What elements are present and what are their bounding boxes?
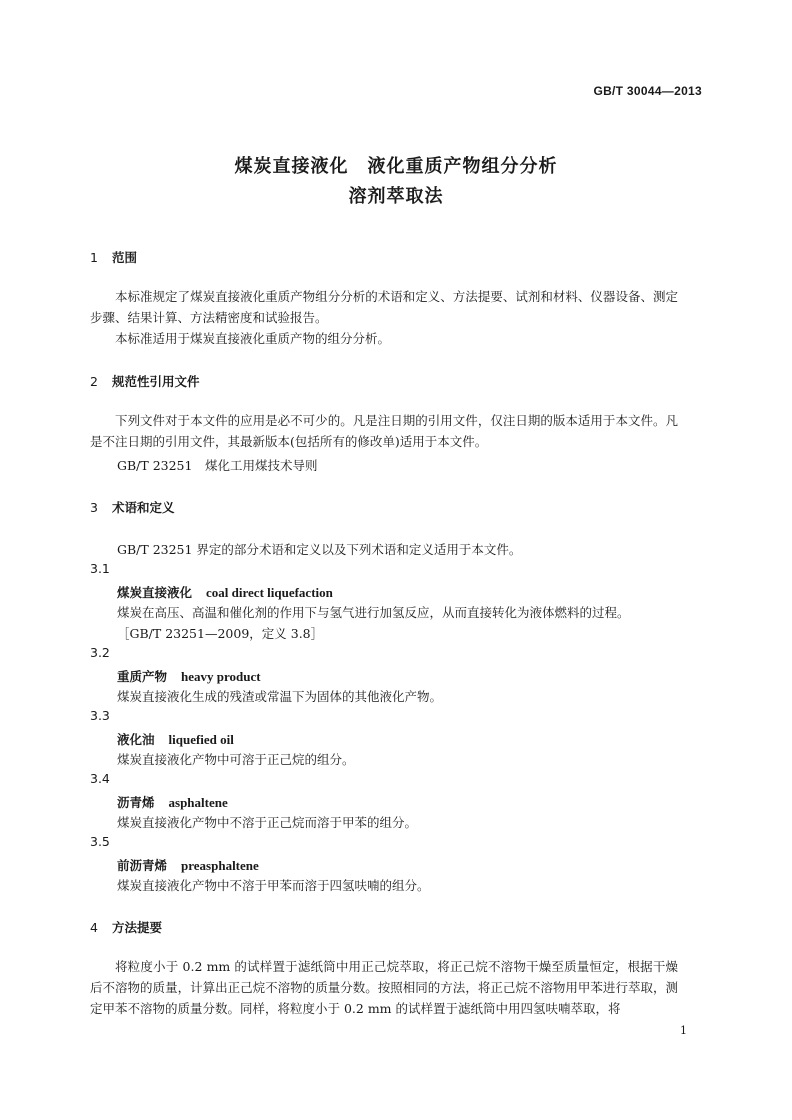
clause-number: 3.3 [90,708,110,723]
section-heading-normative-references [90,372,200,390]
term-source: ［GB/T 23251—2009，定义 3.8］ [117,626,324,641]
term-english: heavy product [181,669,261,684]
section-number: 2 [90,374,98,389]
clause-number: 3.4 [90,771,110,786]
clause-number: 3.2 [90,645,110,660]
term-chinese: 液化油 [117,732,155,747]
term-definition: 煤炭直接液化产物中不溶于正己烷而溶于甲苯的组分。 [117,815,418,830]
section-title: 规范性引用文件 [112,374,200,389]
term-definition: 煤炭在高压、高温和催化剂的作用下与氢气进行加氢反应，从而直接转化为液体燃料的过程。 [117,605,630,620]
document-title: 煤炭直接液化 液化重质产物组分分析 [234,156,558,177]
section-title: 方法提要 [112,920,163,935]
term-english: asphaltene [168,795,228,810]
section-number: 4 [90,920,98,935]
term-chinese: 煤炭直接液化 [117,585,193,600]
section-heading-principle [90,918,162,936]
scope-paragraph-2: 本标准适用于煤炭直接液化重质产物的组分分析。 [115,331,391,346]
clause-number: 3.5 [90,834,110,849]
references-paragraph: 下列文件对于本文件的应用是必不可少的。凡是注日期的引用文件，仅注日期的版本适用于本文件。凡是不注日期的引用文件，其最新版本(包括所有的修改单)适用于本文件。 [90,413,678,449]
term-english: preasphaltene [181,858,259,873]
principle-paragraph: 将粒度小于 0.2 mm 的试样置于滤纸筒中用正己烷萃取，将正己烷不溶物干燥至质量恒定，根据干燥后不溶物的质量，计算出正己烷不溶物的质量分数。按照相同的方法，将正己烷不溶物用甲苯进行萃取，测定甲苯不溶物的质量分数。同样，将粒度小于 0.2 mm 的试样置于滤纸筒中用四氢呋喃萃取，将 [90,959,678,1016]
term-english: liquefied oil [168,732,234,747]
section-number: 1 [90,250,98,265]
section-heading-terms [90,498,175,516]
term-english: coal direct liquefaction [206,585,333,600]
term-definition: 煤炭直接液化产物中不溶于甲苯而溶于四氢呋喃的组分。 [117,878,430,893]
section-heading-scope [90,248,137,266]
page-number: 1 [680,1024,687,1037]
section-title: 术语和定义 [112,500,175,515]
term-entry [117,729,234,748]
terms-intro: GB/T 23251 界定的部分术语和定义以及下列术语和定义适用于本文件。 [117,542,522,557]
term-entry [117,792,228,811]
scope-paragraph-1: 本标准规定了煤炭直接液化重质产物组分分析的术语和定义、方法提要、试剂和材料、仪器设备、测定步骤、结果计算、方法精密度和试验报告。 [90,289,678,325]
term-entry [117,855,259,874]
term-chinese: 前沥青烯 [117,858,168,873]
term-chinese: 沥青烯 [117,795,155,810]
clause-number: 3.1 [90,561,110,576]
term-entry [117,582,333,601]
term-definition: 煤炭直接液化生成的残渣或常温下为固体的其他液化产物。 [117,689,443,704]
term-chinese: 重质产物 [117,669,168,684]
section-number: 3 [90,500,98,515]
term-entry [117,666,261,685]
section-title: 范围 [112,250,138,265]
reference-item: GB/T 23251 煤化工用煤技术导则 [117,458,318,473]
standard-number: GB/T 30044—2013 [593,84,702,98]
document-subtitle: 溶剂萃取法 [348,186,444,207]
term-definition: 煤炭直接液化产物中可溶于正己烷的组分。 [117,752,355,767]
